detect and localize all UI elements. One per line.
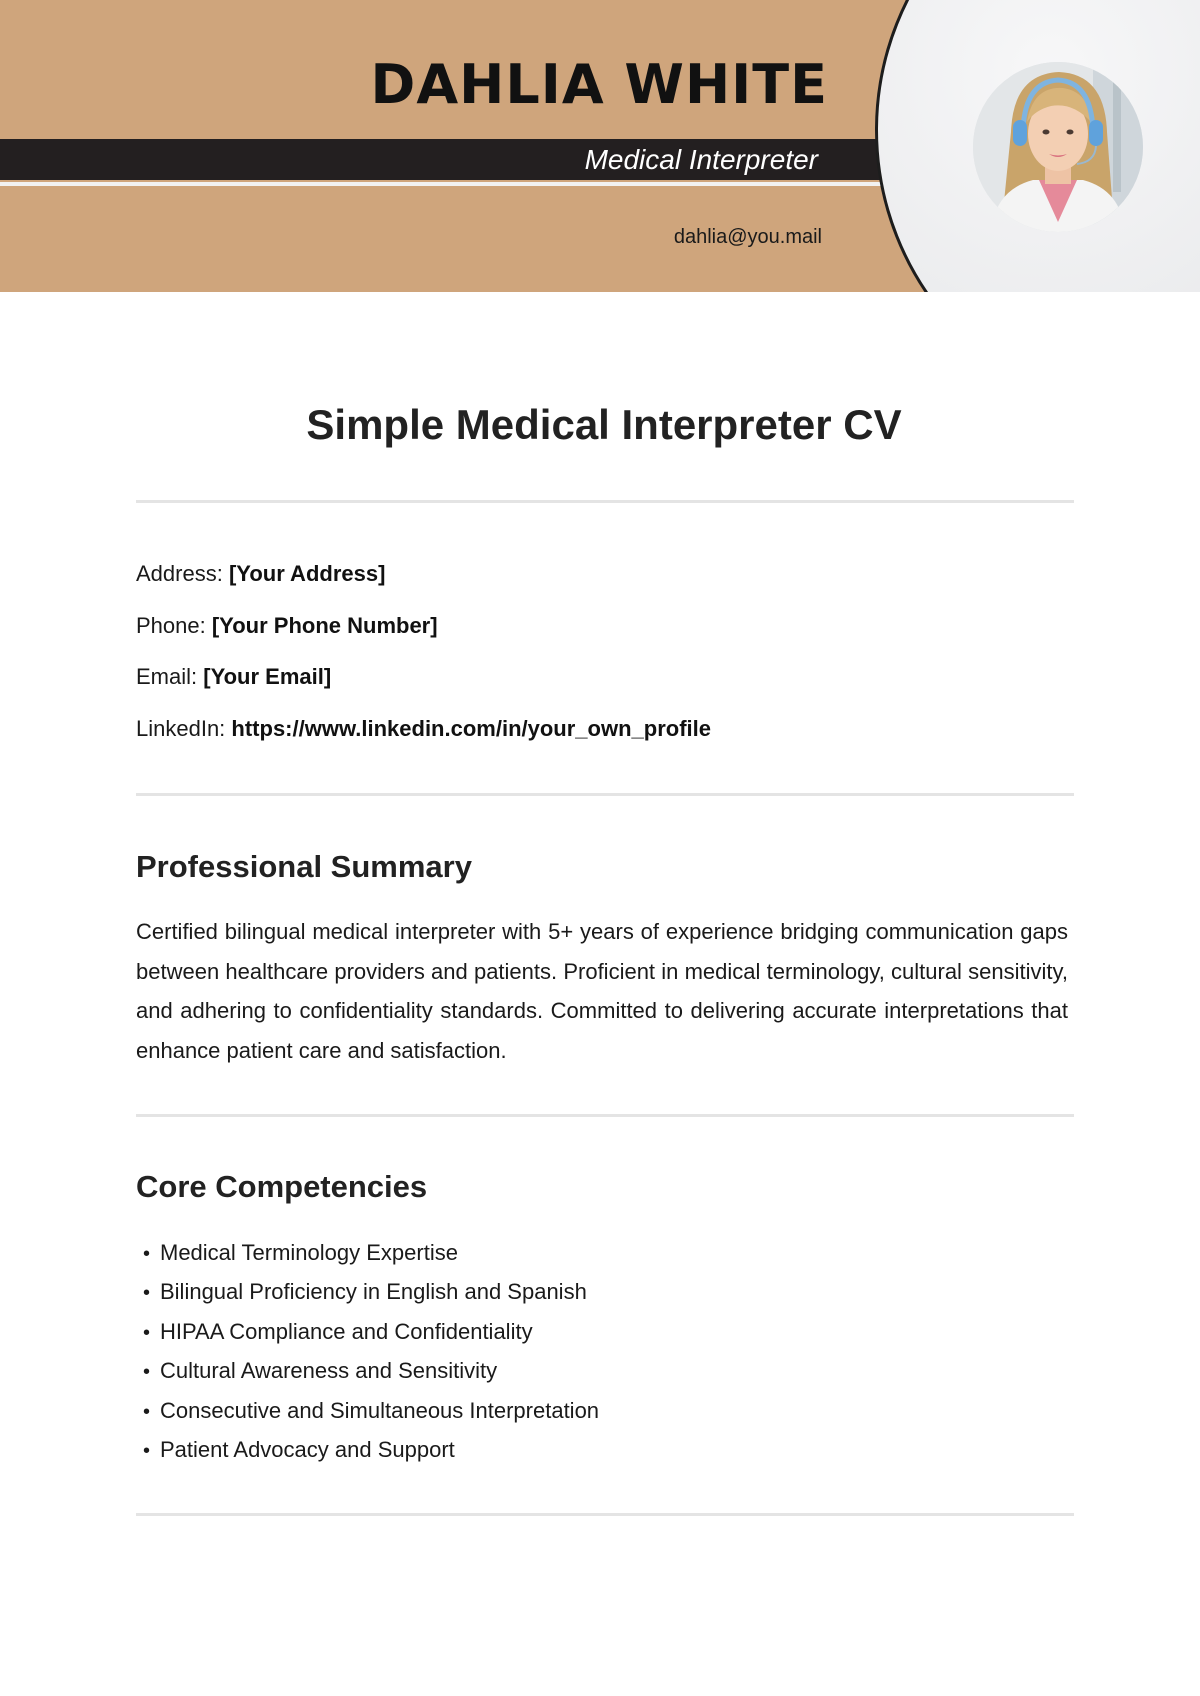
list-item: [143, 1312, 599, 1351]
bullet-icon: •: [143, 1439, 151, 1462]
person-role: Medical Interpreter: [584, 144, 818, 175]
list-item-text: Bilingual Proficiency in English and Spanish: [160, 1279, 587, 1305]
list-item: [143, 1391, 599, 1430]
divider: [136, 1114, 1074, 1117]
list-item: [143, 1272, 599, 1311]
list-item: [143, 1430, 599, 1469]
contact-list: [136, 556, 1076, 762]
competencies-heading: Core Competencies: [136, 1169, 428, 1204]
list-item-text: Consecutive and Simultaneous Interpretation: [160, 1397, 600, 1423]
list-item-text: Medical Terminology Expertise: [160, 1240, 458, 1265]
contact-label: Address:: [136, 561, 223, 586]
divider: [136, 500, 1074, 503]
title-bar-divider: [0, 182, 900, 186]
header-email: dahlia@you.mail: [673, 226, 822, 248]
person-name: DAHLIA WHITE: [370, 53, 828, 116]
contact-label: Email:: [136, 664, 198, 689]
contact-value: [Your Address]: [228, 561, 386, 586]
contact-phone: [136, 608, 1076, 660]
list-item-text: Cultural Awareness and Sensitivity: [160, 1358, 498, 1384]
contact-label: LinkedIn:: [136, 715, 226, 741]
summary-text: Certified bilingual medical interpreter with 5+ years of experience bridging communication gaps between healthcare providers and patients. Proficient in medical terminology, cultural sensitivity, and adhering to confidentiality standards. Committed to delivering accurate interpretations that enhance patient care and satisfaction.: [136, 919, 1068, 1063]
bullet-icon: •: [143, 1400, 151, 1423]
document-title: Simple Medical Interpreter CV: [306, 401, 902, 448]
contact-email: [136, 659, 1076, 711]
header-banner: [0, 0, 1200, 292]
linkedin-link[interactable]: https://www.linkedin.com/in/your_own_profile: [231, 715, 711, 741]
competencies-list: [143, 1233, 599, 1469]
bullet-icon: •: [143, 1243, 151, 1265]
list-item: [143, 1233, 599, 1272]
contact-value: [Your Phone Number]: [211, 612, 438, 638]
divider: [136, 793, 1074, 796]
bullet-icon: •: [143, 1282, 151, 1305]
list-item-text: Patient Advocacy and Support: [160, 1436, 455, 1462]
contact-address: [136, 556, 1076, 608]
summary-heading: Professional Summary: [136, 849, 472, 884]
list-item-text: HIPAA Compliance and Confidentiality: [160, 1318, 533, 1344]
bullet-icon: •: [143, 1321, 151, 1344]
contact-label: Phone:: [136, 612, 206, 638]
avatar-portrait-icon: [973, 62, 1143, 232]
contact-value: [Your Email]: [203, 664, 332, 689]
avatar: [973, 62, 1143, 232]
list-item: [143, 1351, 599, 1390]
divider: [136, 1513, 1074, 1516]
contact-linkedin: [136, 711, 1076, 763]
bullet-icon: •: [143, 1361, 151, 1384]
